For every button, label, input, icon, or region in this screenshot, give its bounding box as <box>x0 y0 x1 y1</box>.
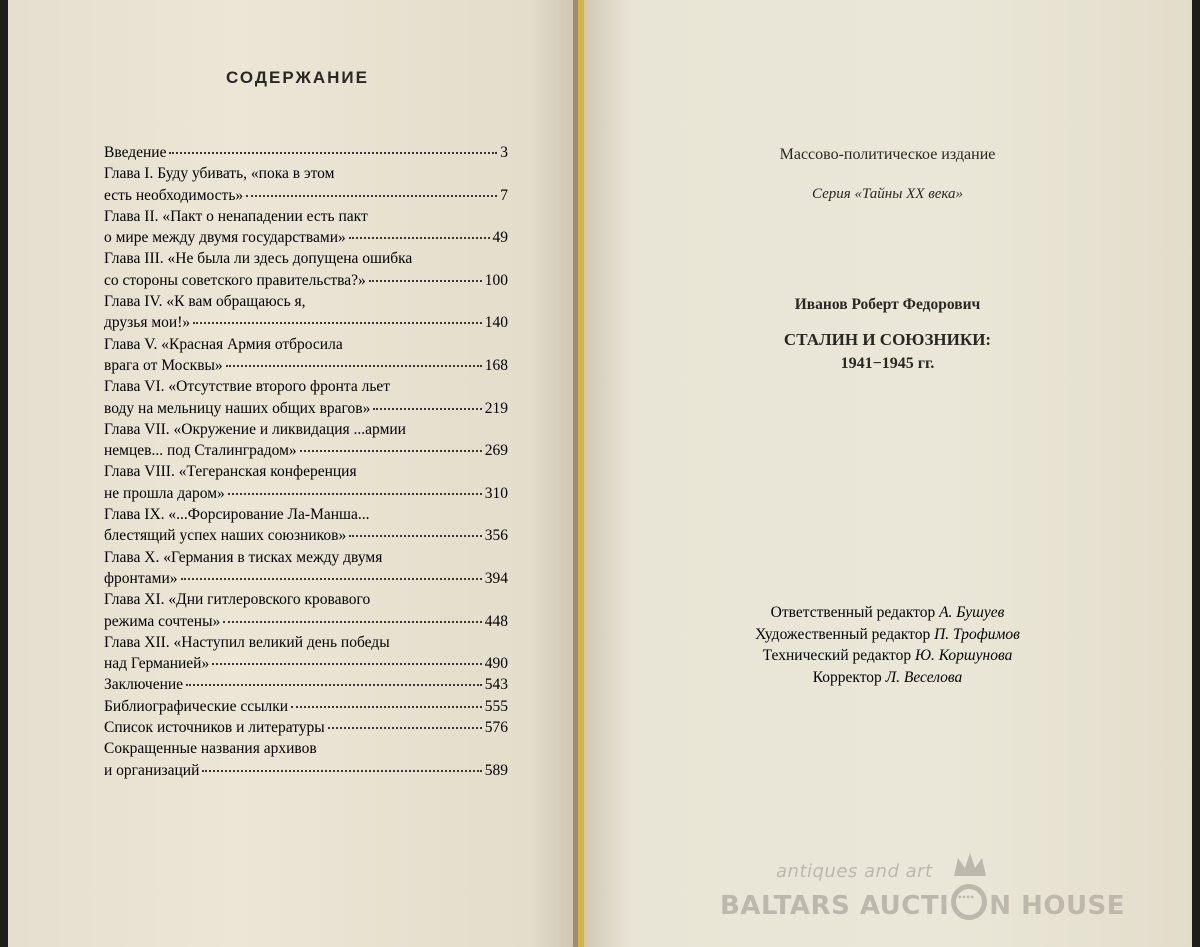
toc-page-number: 140 <box>484 314 508 332</box>
toc-leader-dots <box>212 653 482 665</box>
editorial-credits <box>583 602 1192 688</box>
toc-line <box>104 440 508 461</box>
toc-line <box>104 568 508 589</box>
toc-entry <box>104 674 508 695</box>
toc-line <box>104 611 508 632</box>
toc-entry-text: Сокращенные названия архивов <box>104 740 317 758</box>
toc-page-number: 269 <box>484 442 508 460</box>
toc-page-number: 168 <box>484 356 508 374</box>
toc-line <box>104 206 508 227</box>
toc-entry <box>104 717 508 738</box>
toc-heading: СОДЕРЖАНИЕ <box>226 68 369 87</box>
toc-line <box>104 547 508 568</box>
toc-page-number: 219 <box>484 399 508 417</box>
credit-role: Корректор <box>812 668 882 686</box>
toc-leader-dots <box>349 525 482 537</box>
toc-line <box>104 717 508 738</box>
crown-icon <box>950 850 990 880</box>
toc-entry <box>104 291 508 334</box>
toc-line <box>104 653 508 674</box>
credit-name: П. Трофимов <box>934 625 1020 643</box>
toc-entry-text: Глава VI. «Отсутствие второго фронта льет <box>104 378 391 396</box>
toc-entry-text: Глава XII. «Наступил великий день победы <box>104 633 390 651</box>
toc-line <box>104 312 508 333</box>
credit-role: Художественный редактор <box>755 625 931 643</box>
toc-entry-text: воду на мельницу наших общих врагов» <box>104 399 371 417</box>
toc-leader-dots <box>328 717 482 729</box>
toc-leader-dots <box>181 568 482 580</box>
toc-entry <box>104 248 508 291</box>
watermark-brand-part1: BALTARS AUCTI <box>720 891 950 921</box>
toc-entry <box>104 376 508 419</box>
right-page <box>583 0 1192 947</box>
toc-entry-text: Глава II. «Пакт о ненападении есть пакт <box>104 207 368 225</box>
credit-name: А. Бушуев <box>939 604 1005 621</box>
credit-role: Технический редактор <box>762 647 912 664</box>
toc-entry-text: Глава I. Буду убивать, «пока в этом <box>104 165 335 183</box>
toc-entry-text: и организаций <box>104 761 200 779</box>
toc-entry-text: врага от Москвы» <box>104 356 223 374</box>
toc-entry <box>104 142 508 163</box>
toc-entry-text: Глава V. «Красная Армия отбросила <box>104 335 343 353</box>
toc-line <box>104 142 508 163</box>
toc-line <box>104 227 508 248</box>
toc-entry <box>104 206 508 249</box>
toc-page-number: 356 <box>484 527 508 545</box>
toc-line <box>104 355 508 376</box>
toc-page-number: 589 <box>484 761 508 779</box>
toc-line <box>104 185 508 206</box>
toc-line <box>104 291 508 312</box>
toc-entry-text: Глава III. «Не была ли здесь допущена ошибка <box>104 250 413 268</box>
watermark-brand <box>720 884 1125 921</box>
toc-page-number: 310 <box>484 484 508 502</box>
toc-entry-text: Глава XI. «Дни гитлеровского кровавого <box>104 591 371 609</box>
toc-entry-text: есть необходимость» <box>104 186 244 204</box>
toc-leader-dots <box>246 185 497 197</box>
toc-entry-text: над Германией» <box>104 655 210 673</box>
toc-entry-text: о мире между двумя государствами» <box>104 229 346 247</box>
toc-entry-text: Список источников и литературы <box>104 719 325 737</box>
book-title: СТАЛИН И СОЮЗНИКИ: <box>783 330 992 349</box>
toc-line <box>104 504 508 525</box>
toc-line <box>104 398 508 419</box>
toc-leader-dots <box>202 760 481 772</box>
toc-leader-dots <box>223 611 482 623</box>
yellow-cover-edge <box>578 0 584 947</box>
toc-page-number: 576 <box>484 719 508 737</box>
toc-leader-dots <box>228 483 482 495</box>
credit-line <box>583 645 1192 667</box>
toc-entry <box>104 334 508 377</box>
toc-line <box>104 419 508 440</box>
watermark-brand-part2: N HOUSE <box>989 891 1126 921</box>
toc-entry-text: не прошла даром» <box>104 484 225 502</box>
toc-entry <box>104 504 508 547</box>
toc-line <box>104 525 508 546</box>
toc-line <box>104 376 508 397</box>
toc-page-number: 555 <box>484 697 508 715</box>
toc-page-number: 3 <box>500 144 508 161</box>
credit-name: Л. Веселова <box>885 668 963 686</box>
toc-entry-text: блестящий успех наших союзников» <box>104 527 347 545</box>
toc-line <box>104 696 508 717</box>
toc-page-number: 7 <box>500 186 508 204</box>
credit-line <box>583 602 1192 624</box>
toc-entry-text: Глава IV. «К вам обращаюсь я, <box>104 293 306 311</box>
edition-type: Массово-политическое издание <box>779 146 996 163</box>
credit-line <box>583 667 1192 689</box>
toc-page-number: 543 <box>484 676 508 694</box>
toc-entry <box>104 419 508 462</box>
toc-leader-dots <box>169 142 497 154</box>
toc-entry <box>104 163 508 206</box>
toc-leader-dots <box>193 312 482 324</box>
toc-leader-dots <box>349 227 490 239</box>
toc-entry-text: фронтами» <box>104 569 178 587</box>
toc-entry <box>104 632 508 675</box>
table-of-contents <box>104 142 508 781</box>
toc-entry <box>104 589 508 632</box>
toc-page-number: 100 <box>484 271 508 289</box>
toc-line <box>104 589 508 610</box>
toc-leader-dots <box>291 696 482 708</box>
toc-page-number: 49 <box>492 229 508 247</box>
toc-entry-text: Глава IX. «...Форсирование Ла-Манша... <box>104 506 370 524</box>
credit-line <box>583 624 1192 646</box>
toc-leader-dots <box>186 674 482 686</box>
series-name: Серия «Тайны ХХ века» <box>811 186 964 202</box>
toc-line <box>104 760 508 781</box>
toc-line <box>104 632 508 653</box>
toc-leader-dots <box>226 355 482 367</box>
toc-line <box>104 163 508 184</box>
toc-entry <box>104 738 508 781</box>
watermark-tagline: antiques and art <box>776 861 933 882</box>
toc-entry <box>104 547 508 590</box>
toc-entry-text: немцев... под Сталинградом» <box>104 442 297 460</box>
toc-entry-text: со стороны советского правительства?» <box>104 271 366 289</box>
toc-entry-text: друзья мои!» <box>104 314 191 332</box>
toc-entry-text: Библиографические ссылки <box>104 697 289 715</box>
magnifier-o-icon <box>951 884 987 920</box>
author-name: Иванов Роберт Федорович <box>794 296 981 313</box>
toc-line <box>104 248 508 269</box>
toc-page-number: 448 <box>484 612 508 630</box>
toc-entry-text: режима сочтены» <box>104 612 221 630</box>
toc-leader-dots <box>369 270 482 282</box>
toc-entry-text: Введение <box>104 144 167 161</box>
toc-line <box>104 738 508 759</box>
toc-entry-text: Заключение <box>104 676 184 694</box>
toc-entry-text: Глава VII. «Окружение и ликвидация ...армии <box>104 420 406 438</box>
toc-leader-dots <box>300 440 482 452</box>
credit-role: Ответственный редактор <box>770 604 936 621</box>
toc-line <box>104 334 508 355</box>
toc-line <box>104 270 508 291</box>
toc-line <box>104 674 508 695</box>
toc-page-number: 490 <box>484 655 508 673</box>
toc-entry <box>104 696 508 717</box>
credit-name: Ю. Коршунова <box>914 647 1013 664</box>
toc-page-number: 394 <box>484 569 508 587</box>
toc-entry-text: Глава VIII. «Тегеранская конференция <box>104 463 357 481</box>
toc-leader-dots <box>373 398 481 410</box>
toc-line <box>104 461 508 482</box>
toc-entry-text: Глава X. «Германия в тисках между двумя <box>104 548 383 566</box>
book-subtitle-years: 1941−1945 гг. <box>840 355 935 372</box>
toc-entry <box>104 461 508 504</box>
toc-line <box>104 483 508 504</box>
